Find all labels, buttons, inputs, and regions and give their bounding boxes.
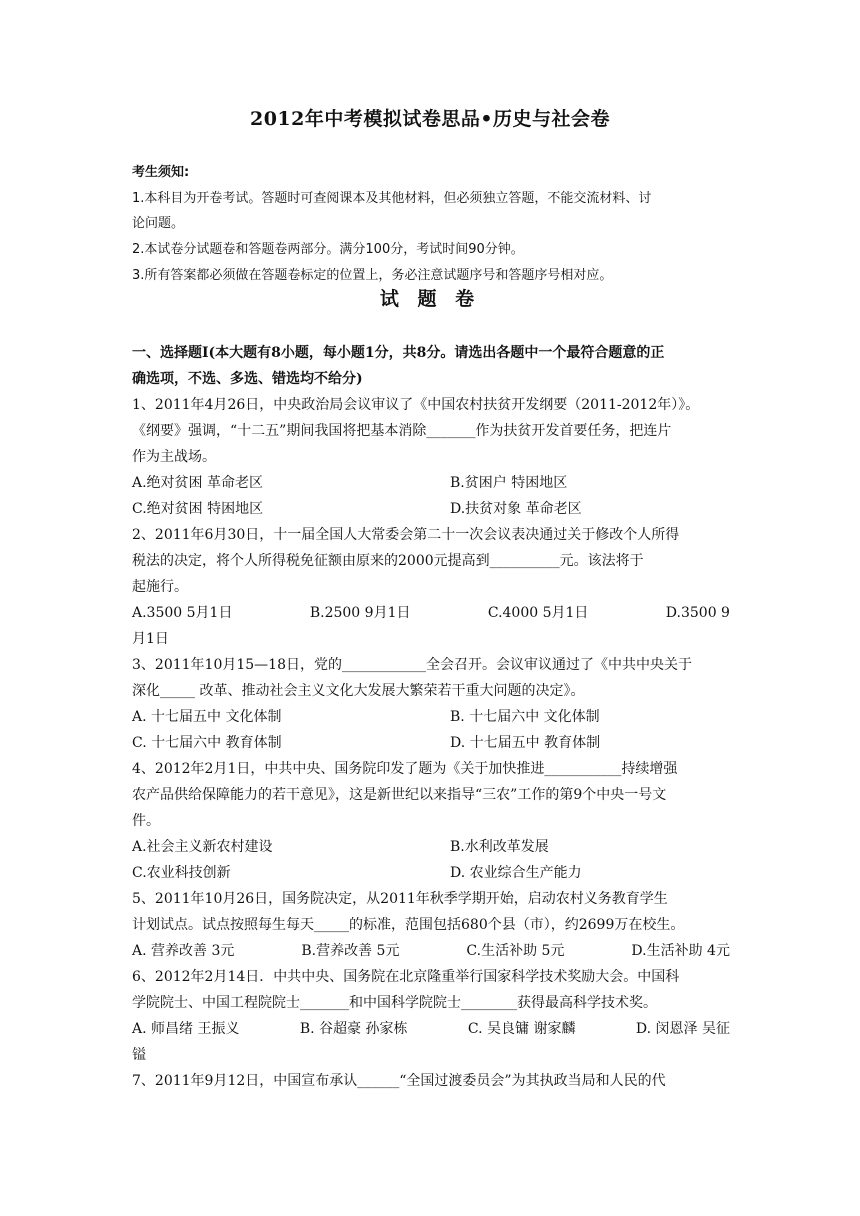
question-6-option-c: C. 吴良镛 谢家麟 — [467, 1021, 576, 1037]
question-4-option-a: A.社会主义新农村建设 — [132, 839, 273, 855]
question-1-option-b: B.贫困户 特困地区 — [450, 475, 568, 491]
section-heading: 一、选择题Ⅰ(本大题有8小题，每小题1分，共8分。请选出各题中一个最符合题意的正 — [132, 345, 665, 361]
question-6-text: 学院院士、中国工程院院士_______和中国科学院院士________获得最高科学技术奖。 — [132, 995, 657, 1011]
question-6-option-b: B. 谷超豪 孙家栋 — [299, 1021, 408, 1037]
question-2-text: 税法的决定，将个人所得税免征额由原来的2000元提高到__________元。该法将于 — [132, 553, 644, 569]
question-2-options — [132, 603, 730, 623]
question-1-option-a: A.绝对贫困 革命老区 — [132, 475, 264, 491]
question-3-text: 3、2011年10月15—18日，党的____________全会召开。会议审议通过了《中共中央关于 — [132, 657, 692, 673]
section-title: 试 题 卷 — [379, 288, 481, 310]
question-2-option-d: D.3500 9 — [665, 605, 730, 621]
question-5-option-a: A. 营养改善 3元 — [132, 943, 235, 959]
question-2-option-a: A.3500 5月1日 — [132, 605, 233, 621]
question-1-option-c: C.绝对贫困 特困地区 — [132, 501, 264, 517]
question-1-text: 作为主战场。 — [132, 449, 216, 465]
notice-item: 3.所有答案都必须做在答题卷标定的位置上，务必注意试题序号和答题序号相对应。 — [132, 268, 613, 283]
question-5-text: 计划试点。试点按照每生每天_____的标准，范围包括680个县（市），约2699万在校生。 — [132, 917, 685, 933]
section-heading: 确选项，不选、多选、错选均不给分) — [132, 371, 363, 387]
notice-item: 论问题。 — [132, 216, 185, 231]
question-4-option-c: C.农业科技创新 — [132, 865, 231, 881]
question-2-option-c: C.4000 5月1日 — [487, 605, 589, 621]
question-3-option-d: D. 十七届五中 教育体制 — [450, 735, 601, 751]
question-5-options — [132, 941, 730, 961]
question-5-option-d: D.生活补助 4元 — [631, 943, 730, 959]
question-2-text: 起施行。 — [132, 579, 188, 595]
question-3-text: 深化_____ 改革、推动社会主义文化大发展大繁荣若干重大问题的决定》。 — [132, 683, 585, 699]
question-6-option-d-cont: 镒 — [132, 1047, 146, 1063]
question-4-option-b: B.水利改革发展 — [450, 839, 549, 855]
notice-item: 2.本试卷分试题卷和答题卷两部分。满分100分，考试时间90分钟。 — [132, 242, 524, 257]
question-1-option-d: D.扶贫对象 革命老区 — [450, 501, 582, 517]
question-4-text: 件。 — [132, 813, 160, 829]
question-4-text: 农产品供给保障能力的若干意见》，这是新世纪以来指导“三农”工作的第9个中央一号文 — [132, 787, 667, 803]
question-1-text: 1、2011年4月26日，中央政治局会议审议了《中国农村扶贫开发纲要（2011-2012年）》。 — [132, 397, 700, 413]
question-4-text: 4、2012年2月1日，中共中央、国务院印发了题为《关于加快推进___________持续增强 — [132, 761, 678, 777]
notice-item: 1.本科目为开卷考试。答题时可查阅课本及其他材料，但必须独立答题，不能交流材料、讨 — [132, 191, 652, 206]
question-2-option-b: B.2500 9月1日 — [309, 605, 411, 621]
question-3-option-b: B. 十七届六中 文化体制 — [450, 709, 600, 725]
question-6-text: 6、2012年2月14日．中共中央、国务院在北京隆重举行国家科学技术奖励大会。中国科 — [132, 969, 680, 985]
question-1-text: 《纲要》强调，“十二五”期间我国将把基本消除_______作为扶贫开发首要任务，把连片 — [132, 423, 672, 439]
question-6-options — [132, 1019, 730, 1039]
question-6-option-d: D. 闵恩泽 吴征 — [635, 1021, 730, 1037]
question-3-option-c: C. 十七届六中 教育体制 — [132, 735, 282, 751]
question-4-option-d: D. 农业综合生产能力 — [450, 865, 582, 881]
page-title: 2012年中考模拟试卷思品•历史与社会卷 — [249, 108, 611, 130]
question-2-option-d-cont: 月1日 — [132, 631, 169, 647]
question-5-text: 5、2011年10月26日，国务院决定，从2011年秋季学期开始，启动农村义务教育学生 — [132, 891, 668, 907]
question-7-text: 7、2011年9月12日，中国宣布承认______“全国过渡委员会”为其执政当局和人民的代 — [132, 1073, 666, 1089]
notice-heading: 考生须知: — [132, 165, 190, 180]
question-3-option-a: A. 十七届五中 文化体制 — [132, 709, 282, 725]
question-6-option-a: A. 师昌绪 王振义 — [132, 1021, 240, 1037]
question-2-text: 2、2011年6月30日，十一届全国人大常委会第二十一次会议表决通过关于修改个人所得 — [132, 527, 680, 543]
question-5-option-c: C.生活补助 5元 — [466, 943, 565, 959]
question-5-option-b: B.营养改善 5元 — [301, 943, 400, 959]
